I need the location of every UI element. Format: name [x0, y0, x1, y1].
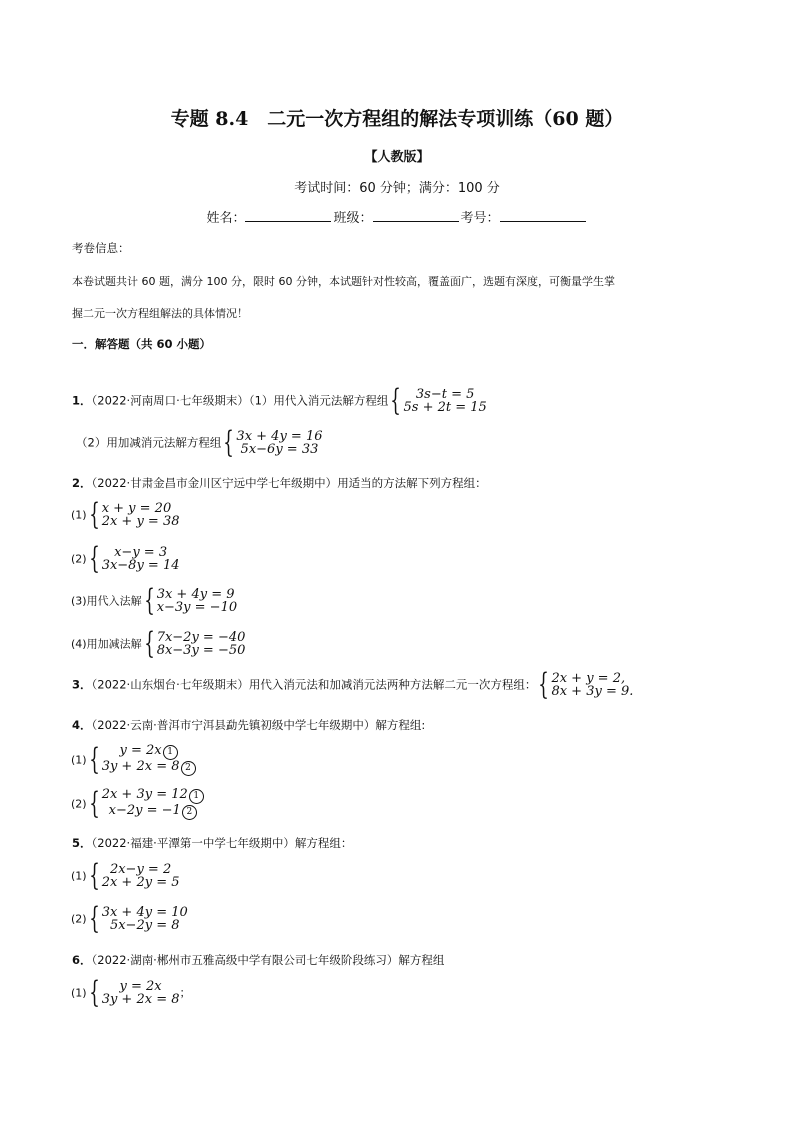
equation: 3x−8y = 14: [101, 558, 180, 573]
equation: x−2y = −1: [108, 803, 181, 818]
part-label: (2): [71, 797, 87, 811]
equation: 2x + 3y = 12: [101, 787, 188, 802]
name-blank[interactable]: [245, 211, 331, 222]
q3-number: 3．: [72, 677, 92, 692]
equation: 2x + y = 38: [101, 514, 180, 529]
question-2-stem: [72, 475, 487, 491]
equation: 7x−2y = −40: [156, 630, 246, 645]
question-5-stem: [72, 835, 352, 851]
q6-text: 解方程组: [398, 953, 445, 967]
q1-part2-text: （2）用加减消元法解方程组: [76, 435, 222, 450]
id-blank[interactable]: [500, 211, 586, 222]
equation: 2x + y = 2,: [551, 671, 626, 686]
brace-icon: {: [88, 901, 100, 936]
part-label: (1): [71, 986, 87, 1000]
part-label: (1): [71, 753, 87, 767]
q6-source: （2022·湖南·郴州市五雅高级中学有限公司七年级阶段练习）: [91, 953, 399, 967]
section-title: 一．解答题（共 60 小题）: [72, 337, 212, 351]
q1-system-1: [388, 383, 487, 418]
equation: 3y + 2x = 8: [101, 992, 180, 1007]
q5-part-2: [71, 901, 188, 936]
part-label: (4)用加减法解: [71, 637, 142, 651]
brace-icon: {: [143, 626, 155, 661]
q1-part1-text: （1）用代入消元法解方程组: [248, 393, 389, 408]
question-4-stem: [72, 717, 425, 733]
part-label: (2): [71, 912, 87, 926]
q4-text: 解方程组:: [375, 718, 426, 732]
brace-icon: {: [88, 786, 100, 821]
q6-number: 6．: [72, 953, 92, 967]
circled-number-icon: 1: [163, 745, 178, 760]
equation: 5x−2y = 8: [109, 918, 180, 933]
brace-icon: {: [88, 497, 100, 532]
q4-part-1: [71, 744, 196, 776]
equation: 3s−t = 5: [415, 387, 475, 402]
q3-text: 用代入消元法和加减消元法两种方法解二元一次方程组：: [248, 677, 537, 692]
exam-info: 考试时间：60 分钟；满分：100 分: [294, 181, 500, 196]
equation: 3x + 4y = 10: [101, 905, 188, 920]
class-blank[interactable]: [373, 211, 459, 222]
equation: 3x + 4y = 9: [156, 587, 235, 602]
brace-icon: {: [390, 383, 402, 418]
q1-number: 1．: [72, 393, 92, 408]
q2-part-3: [71, 583, 238, 618]
q1-source: （2022·河南周口·七年级期末）: [91, 393, 249, 408]
brace-icon: {: [88, 858, 100, 893]
equation: x + y = 20: [101, 501, 172, 516]
circled-number-icon: 2: [182, 805, 197, 820]
brace-icon: {: [143, 583, 155, 618]
equation: 3y + 2x = 8: [101, 759, 180, 774]
q6-part-1: [71, 975, 191, 1010]
part-label: (3)用代入法解: [71, 594, 142, 608]
q2-part-4: [71, 626, 246, 661]
equation: 2x + 2y = 5: [101, 875, 180, 890]
brace-icon: {: [223, 425, 235, 460]
equation: 5s + 2t = 15: [403, 400, 487, 415]
q4-part-2: [71, 788, 204, 820]
equation: 3x + 4y = 16: [236, 429, 323, 444]
question-3: [72, 667, 634, 702]
circled-number-icon: 1: [189, 789, 204, 804]
q1-system-2: [221, 425, 323, 460]
punctuation: ；: [179, 985, 191, 1000]
equation: x−y = 3: [114, 545, 168, 560]
q4-number: 4．: [72, 718, 92, 732]
q3-system: [536, 667, 634, 702]
q3-source: （2022·山东烟台·七年级期末）: [91, 677, 249, 692]
q2-part-2: [71, 541, 180, 576]
circled-number-icon: 2: [181, 761, 196, 776]
id-label: 考号：: [460, 211, 500, 226]
page-title: 专题 8.4 二元一次方程组的解法专项训练（60 题）: [170, 108, 624, 130]
part-label: (2): [71, 552, 87, 566]
q2-part-1: [71, 497, 180, 532]
q5-number: 5．: [72, 836, 92, 850]
brace-icon: {: [538, 667, 550, 702]
q5-text: 解方程组：: [294, 836, 353, 850]
edition-label: 【人教版】: [364, 150, 430, 165]
q4-source: （2022·云南·普洱市宁洱县勐先镇初级中学七年级期中）: [91, 718, 376, 732]
q5-part-1: [71, 858, 180, 893]
brace-icon: {: [88, 742, 100, 777]
equation: 8x + 3y = 9.: [551, 684, 634, 699]
q2-source: （2022·甘肃金昌市金川区宁远中学七年级期中）: [91, 476, 338, 490]
equation: y = 2x: [119, 979, 162, 994]
question-6-stem: [72, 952, 444, 968]
q2-number: 2．: [72, 476, 92, 490]
equation: 2x−y = 2: [109, 862, 172, 877]
equation: y = 2x: [119, 743, 162, 758]
class-label: 班级：: [333, 211, 373, 226]
question-1-line-1: [72, 383, 487, 418]
equation: 5x−6y = 33: [240, 442, 319, 457]
info-line-2: 握二元一次方程组解法的具体情况！: [72, 307, 248, 320]
q2-text: 用适当的方法解下列方程组：: [337, 476, 487, 490]
student-fields: [0, 207, 794, 226]
question-1-line-2: [76, 425, 323, 460]
q5-source: （2022·福建·平潭第一中学七年级期中）: [91, 836, 295, 850]
equation: 8x−3y = −50: [156, 643, 246, 658]
part-label: (1): [71, 508, 87, 522]
info-line-1: 本卷试题共计 60 题，满分 100 分，限时 60 分钟，本试题针对性较高，覆盖面广，选题有深度，可衡量学生掌: [72, 275, 615, 288]
info-heading: 考卷信息：: [72, 241, 130, 255]
brace-icon: {: [88, 975, 100, 1010]
equation: x−3y = −10: [156, 600, 238, 615]
brace-icon: {: [88, 541, 100, 576]
name-label: 姓名：: [206, 211, 246, 226]
part-label: (1): [71, 869, 87, 883]
